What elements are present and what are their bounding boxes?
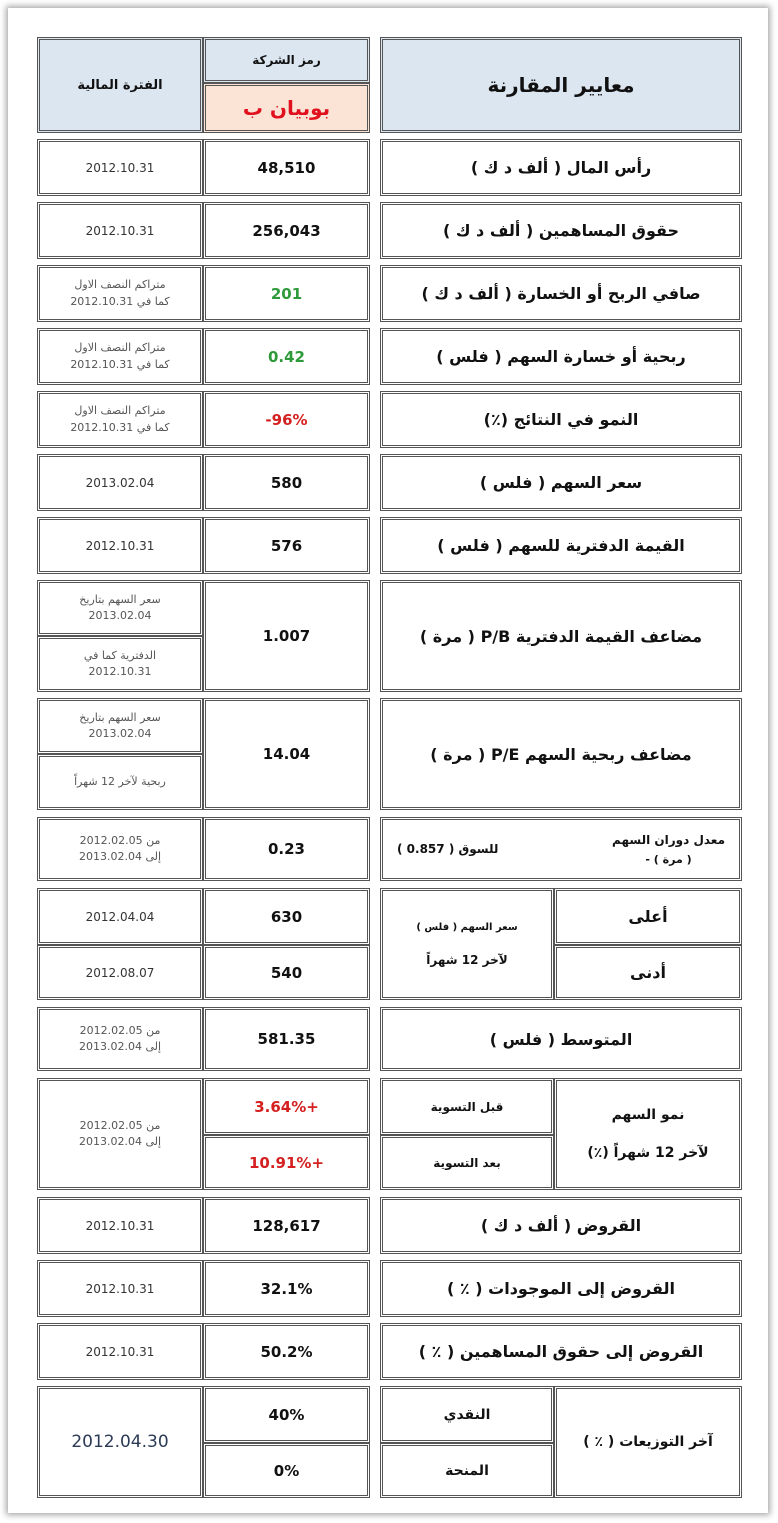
book-value-label bbox=[380, 517, 742, 574]
growth-value-text: -96% bbox=[265, 410, 308, 429]
pb-period-b-line2: 2012.10.31 bbox=[88, 665, 152, 678]
net-profit-label-text: صافي الربح أو الخسارة ( ألف د ك ) bbox=[421, 284, 701, 303]
turnover-market-label: للسوق ( 0.857 ) bbox=[397, 842, 499, 856]
growth-label bbox=[380, 391, 742, 448]
equity-label bbox=[380, 202, 742, 259]
pe-period-b bbox=[37, 754, 203, 810]
average-label-text: المتوسط ( فلس ) bbox=[489, 1029, 633, 1049]
loans-equity-value-text: 50.2% bbox=[260, 1342, 313, 1361]
turnover-label-line1: معدل دوران السهم bbox=[612, 832, 725, 847]
pb-label-text: مضاعف القيمة الدفترية P/B ( مرة ) bbox=[419, 626, 703, 646]
average-label bbox=[380, 1007, 742, 1071]
share-growth-label-line1: نمو السهم bbox=[611, 1107, 685, 1123]
loans-equity-label-text: القروض إلى حقوق المساهمين ( ٪ ) bbox=[418, 1342, 704, 1361]
pe-period-a bbox=[37, 698, 203, 754]
before-value-text: 3.64%+ bbox=[254, 1097, 319, 1116]
dividends-label bbox=[554, 1386, 742, 1498]
turnover-label-line2: ( مرة ) - bbox=[645, 852, 692, 866]
net-profit-value bbox=[203, 265, 370, 322]
book-value-value-text: 576 bbox=[270, 536, 303, 555]
company-symbol: بوبيان ب bbox=[242, 96, 331, 120]
loans-assets-period-text: 2012.10.31 bbox=[85, 1281, 155, 1296]
loans-assets-value bbox=[203, 1260, 370, 1317]
symbol-label: رمز الشركة bbox=[252, 53, 321, 67]
cash-label bbox=[380, 1386, 554, 1443]
period-title: الفترة المالية bbox=[77, 77, 163, 93]
turnover-label-group bbox=[612, 833, 725, 866]
growth-period-line2: كما في 2012.10.31 bbox=[70, 420, 170, 434]
bonus-label-text: المنحة bbox=[445, 1462, 489, 1479]
share-price-value-text: 580 bbox=[270, 473, 303, 492]
growth-label-text: النمو في النتائج (٪) bbox=[483, 410, 639, 429]
before-label bbox=[380, 1078, 554, 1135]
loans-assets-label-text: القروض إلى الموجودات ( ٪ ) bbox=[447, 1279, 675, 1298]
loans-period-text: 2012.10.31 bbox=[85, 1218, 155, 1233]
pb-label bbox=[380, 580, 742, 692]
equity-value bbox=[203, 202, 370, 259]
price-range-label bbox=[380, 888, 554, 1000]
loans-equity-period bbox=[37, 1323, 203, 1380]
after-label-text: بعد التسوية bbox=[433, 1155, 501, 1170]
before-value bbox=[203, 1078, 370, 1135]
cash-label-text: النقدي bbox=[443, 1406, 491, 1423]
equity-value-text: 256,043 bbox=[252, 221, 321, 240]
bonus-value bbox=[203, 1443, 370, 1498]
after-value-text: 10.91%+ bbox=[248, 1153, 325, 1172]
share-growth-period bbox=[37, 1078, 203, 1190]
share-growth-label-line2: لآخر 12 شهراً (٪) bbox=[587, 1145, 709, 1161]
low-date bbox=[37, 945, 203, 1000]
eps-value bbox=[203, 328, 370, 385]
low-value bbox=[203, 945, 370, 1000]
book-value-period bbox=[37, 517, 203, 574]
share-price-period bbox=[37, 454, 203, 511]
turnover-period-line2: إلى 2013.02.04 bbox=[78, 850, 162, 863]
loans-assets-label bbox=[380, 1260, 742, 1317]
capital-value-text: 48,510 bbox=[257, 158, 316, 177]
loans-equity-value bbox=[203, 1323, 370, 1380]
criteria-title: معايير المقارنة bbox=[487, 73, 635, 97]
eps-value-text: 0.42 bbox=[267, 347, 305, 366]
pb-value-text: 1.007 bbox=[262, 627, 311, 645]
low-value-text: 540 bbox=[270, 963, 303, 982]
high-value bbox=[203, 888, 370, 945]
average-period bbox=[37, 1007, 203, 1071]
average-value-text: 581.35 bbox=[257, 1030, 316, 1048]
share-price-label-text: سعر السهم ( فلس ) bbox=[479, 473, 643, 492]
pb-value bbox=[203, 580, 370, 692]
capital-label bbox=[380, 139, 742, 196]
low-label-text: أدنى bbox=[630, 963, 666, 982]
loans-assets-value-text: 32.1% bbox=[260, 1279, 313, 1298]
eps-period-line2: كما في 2012.10.31 bbox=[70, 357, 170, 371]
share-growth-period-line1: من 2012.02.05 bbox=[79, 1118, 161, 1132]
capital-value bbox=[203, 139, 370, 196]
book-value-value bbox=[203, 517, 370, 574]
eps-label bbox=[380, 328, 742, 385]
pe-label bbox=[380, 698, 742, 810]
loans-label-text: القروض ( ألف د ك ) bbox=[480, 1216, 642, 1235]
low-date-text: 2012.08.07 bbox=[85, 965, 155, 980]
equity-label-text: حقوق المساهمين ( ألف د ك ) bbox=[442, 221, 680, 240]
before-label-text: قبل التسوية bbox=[430, 1099, 504, 1114]
bonus-label bbox=[380, 1443, 554, 1498]
capital-period-text: 2012.10.31 bbox=[85, 160, 155, 175]
dividends-label-text: آخر التوزيعات ( ٪ ) bbox=[583, 1434, 713, 1450]
pb-period-b-line1: الدفترية كما في bbox=[83, 648, 157, 662]
loans-equity-label bbox=[380, 1323, 742, 1380]
pe-value bbox=[203, 698, 370, 810]
share-price-label bbox=[380, 454, 742, 511]
share-growth-label bbox=[554, 1078, 742, 1190]
loans-period bbox=[37, 1197, 203, 1254]
pe-value-text: 14.04 bbox=[262, 745, 311, 763]
loans-value-text: 128,617 bbox=[252, 1216, 321, 1235]
pb-period-b bbox=[37, 636, 203, 692]
dividends-period bbox=[37, 1386, 203, 1498]
pe-period-a-line1: سعر السهم بتاريخ bbox=[79, 710, 161, 724]
share-price-period-text: 2013.02.04 bbox=[85, 475, 155, 490]
growth-value bbox=[203, 391, 370, 448]
loans-value bbox=[203, 1197, 370, 1254]
eps-period-line1: متراكم النصف الاول bbox=[74, 341, 166, 354]
after-value bbox=[203, 1135, 370, 1190]
capital-period bbox=[37, 139, 203, 196]
equity-period-text: 2012.10.31 bbox=[85, 223, 155, 238]
pb-period-a-line2: 2013.02.04 bbox=[88, 609, 152, 622]
average-period-line1: من 2012.02.05 bbox=[79, 1023, 161, 1037]
net-profit-period-line2: كما في 2012.10.31 bbox=[70, 294, 170, 308]
turnover-value bbox=[203, 817, 370, 881]
pb-period-a-line1: سعر السهم بتاريخ bbox=[79, 592, 161, 606]
net-profit-label bbox=[380, 265, 742, 322]
net-profit-period bbox=[37, 265, 203, 322]
pb-period-a bbox=[37, 580, 203, 636]
pe-period-a-line2: 2013.02.04 bbox=[88, 727, 152, 740]
criteria-header bbox=[380, 37, 742, 133]
high-label bbox=[554, 888, 742, 945]
growth-period bbox=[37, 391, 203, 448]
high-date-text: 2012.04.04 bbox=[85, 909, 155, 924]
net-profit-period-line1: متراكم النصف الاول bbox=[74, 278, 166, 291]
period-header bbox=[37, 37, 203, 133]
eps-period bbox=[37, 328, 203, 385]
turnover-period bbox=[37, 817, 203, 881]
dividends-period-text: 2012.04.30 bbox=[71, 1432, 169, 1452]
pe-label-text: مضاعف ربحية السهم P/E ( مرة ) bbox=[430, 744, 692, 764]
share-price-value bbox=[203, 454, 370, 511]
loans-assets-period bbox=[37, 1260, 203, 1317]
high-value-text: 630 bbox=[270, 907, 303, 926]
pe-period-b-line1: ربحية لآخر 12 شهراً bbox=[74, 774, 166, 788]
after-label bbox=[380, 1135, 554, 1190]
book-value-period-text: 2012.10.31 bbox=[85, 538, 155, 553]
turnover-value-text: 0.23 bbox=[267, 840, 305, 858]
average-value bbox=[203, 1007, 370, 1071]
bonus-value-text: 0% bbox=[273, 1461, 300, 1480]
average-period-line2: إلى 2013.02.04 bbox=[78, 1040, 162, 1053]
price-range-label-line2: لآخر 12 شهراً bbox=[426, 952, 508, 967]
eps-label-text: ربحية أو خسارة السهم ( فلس ) bbox=[436, 347, 686, 366]
price-range-label-line1: سعر السهم ( فلس ) bbox=[416, 921, 518, 933]
turnover-label bbox=[380, 817, 742, 881]
equity-period bbox=[37, 202, 203, 259]
turnover-period-line1: من 2012.02.05 bbox=[79, 833, 161, 847]
loans-label bbox=[380, 1197, 742, 1254]
cash-value-text: 40% bbox=[268, 1405, 305, 1424]
high-label-text: أعلى bbox=[628, 907, 668, 926]
high-date bbox=[37, 888, 203, 945]
symbol-cell bbox=[203, 83, 370, 133]
book-value-label-text: القيمة الدفترية للسهم ( فلس ) bbox=[437, 536, 685, 555]
net-profit-value-text: 201 bbox=[270, 284, 303, 303]
low-label bbox=[554, 945, 742, 1000]
share-growth-period-line2: إلى 2013.02.04 bbox=[78, 1135, 162, 1148]
capital-label-text: رأس المال ( ألف د ك ) bbox=[470, 158, 652, 177]
symbol-label-cell bbox=[203, 37, 370, 83]
growth-period-line1: متراكم النصف الاول bbox=[74, 404, 166, 417]
loans-equity-period-text: 2012.10.31 bbox=[85, 1344, 155, 1359]
cash-value bbox=[203, 1386, 370, 1443]
